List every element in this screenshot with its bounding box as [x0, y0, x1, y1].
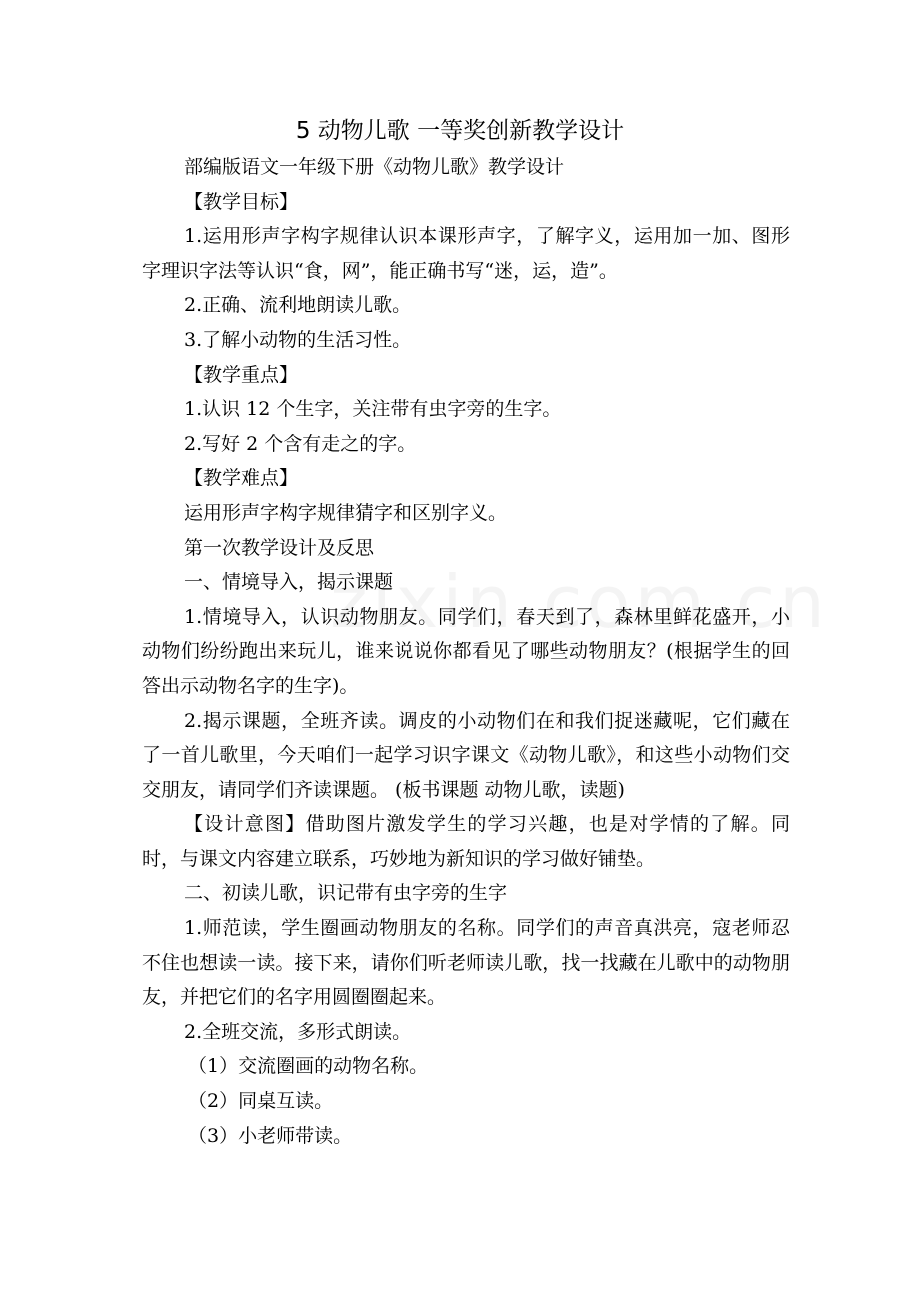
section-heading-2: 二、初读儿歌，识记带有虫字旁的生字	[184, 882, 508, 905]
paragraph-first-design: 第一次教学设计及反思	[184, 536, 375, 559]
paragraph-section1-step2: 2.揭示课题，全班齐读。调皮的小动物们在和我们捉迷藏呢，它们藏在了一首儿歌里，今天咱们一起学习识字课文《动物儿歌》，和这些小动物们交交朋友，请同学们齐读课题。 (板书课题 动物儿歌，读题)	[142, 709, 790, 801]
list-item-3: （3）小老师带读。	[188, 1124, 353, 1147]
heading-teaching-difficulty: 【教学难点】	[184, 467, 299, 490]
paragraph-subtitle: 部编版语文一年级下册《动物儿歌》教学设计	[184, 156, 565, 178]
paragraph-design-intent: 【设计意图】借助图片激发学生的学习兴趣，也是对学情的了解。同时，与课文内容建立联系，巧妙地为新知识的学习做好铺垫。	[142, 813, 790, 870]
document-title: 5 动物儿歌 一等奖创新教学设计	[295, 118, 625, 144]
paragraph-objective-2: 2.正确、流利地朗读儿歌。	[184, 294, 412, 317]
section-heading-1: 一、情境导入，揭示课题	[184, 571, 394, 594]
paragraph-section2-step2: 2.全班交流，多形式朗读。	[184, 1020, 412, 1043]
paragraph-focus-2: 2.写好 2 个含有走之的字。	[184, 432, 417, 455]
paragraph-objective-3: 3.了解小动物的生活习性。	[184, 328, 412, 351]
heading-teaching-focus: 【教学重点】	[184, 363, 299, 386]
list-item-1: （1）交流圈画的动物名称。	[188, 1055, 429, 1078]
heading-teaching-objectives: 【教学目标】	[184, 190, 299, 213]
document-body	[142, 150, 790, 1153]
paragraph-section2-step1: 1.师范读，学生圈画动物朋友的名称。同学们的声音真洪亮，寇老师忍不住也想读一读。接下来，请你们听老师读儿歌，找一找藏在儿歌中的动物朋友，并把它们的名字用圆圈圈起来。	[142, 917, 790, 1009]
paragraph-difficulty: 运用形声字构字规律猜字和区别字义。	[184, 501, 508, 524]
paragraph-focus-1: 1.认识 12 个生字，关注带有虫字旁的生字。	[184, 398, 562, 421]
paragraph-section1-step1: 1.情境导入，认识动物朋友。同学们，春天到了，森林里鲜花盛开，小动物们纷纷跑出来玩儿，谁来说说你都看见了哪些动物朋友？(根据学生的回答出示动物名字的生字)。	[142, 605, 790, 697]
paragraph-objective-1: 1.运用形声字构字规律认识本课形声字，了解字义，运用加一加、图形字理识字法等认识“食，网”，能正确书写“迷，运，造”。	[142, 225, 790, 282]
list-item-2: （2）同桌互读。	[188, 1090, 334, 1113]
